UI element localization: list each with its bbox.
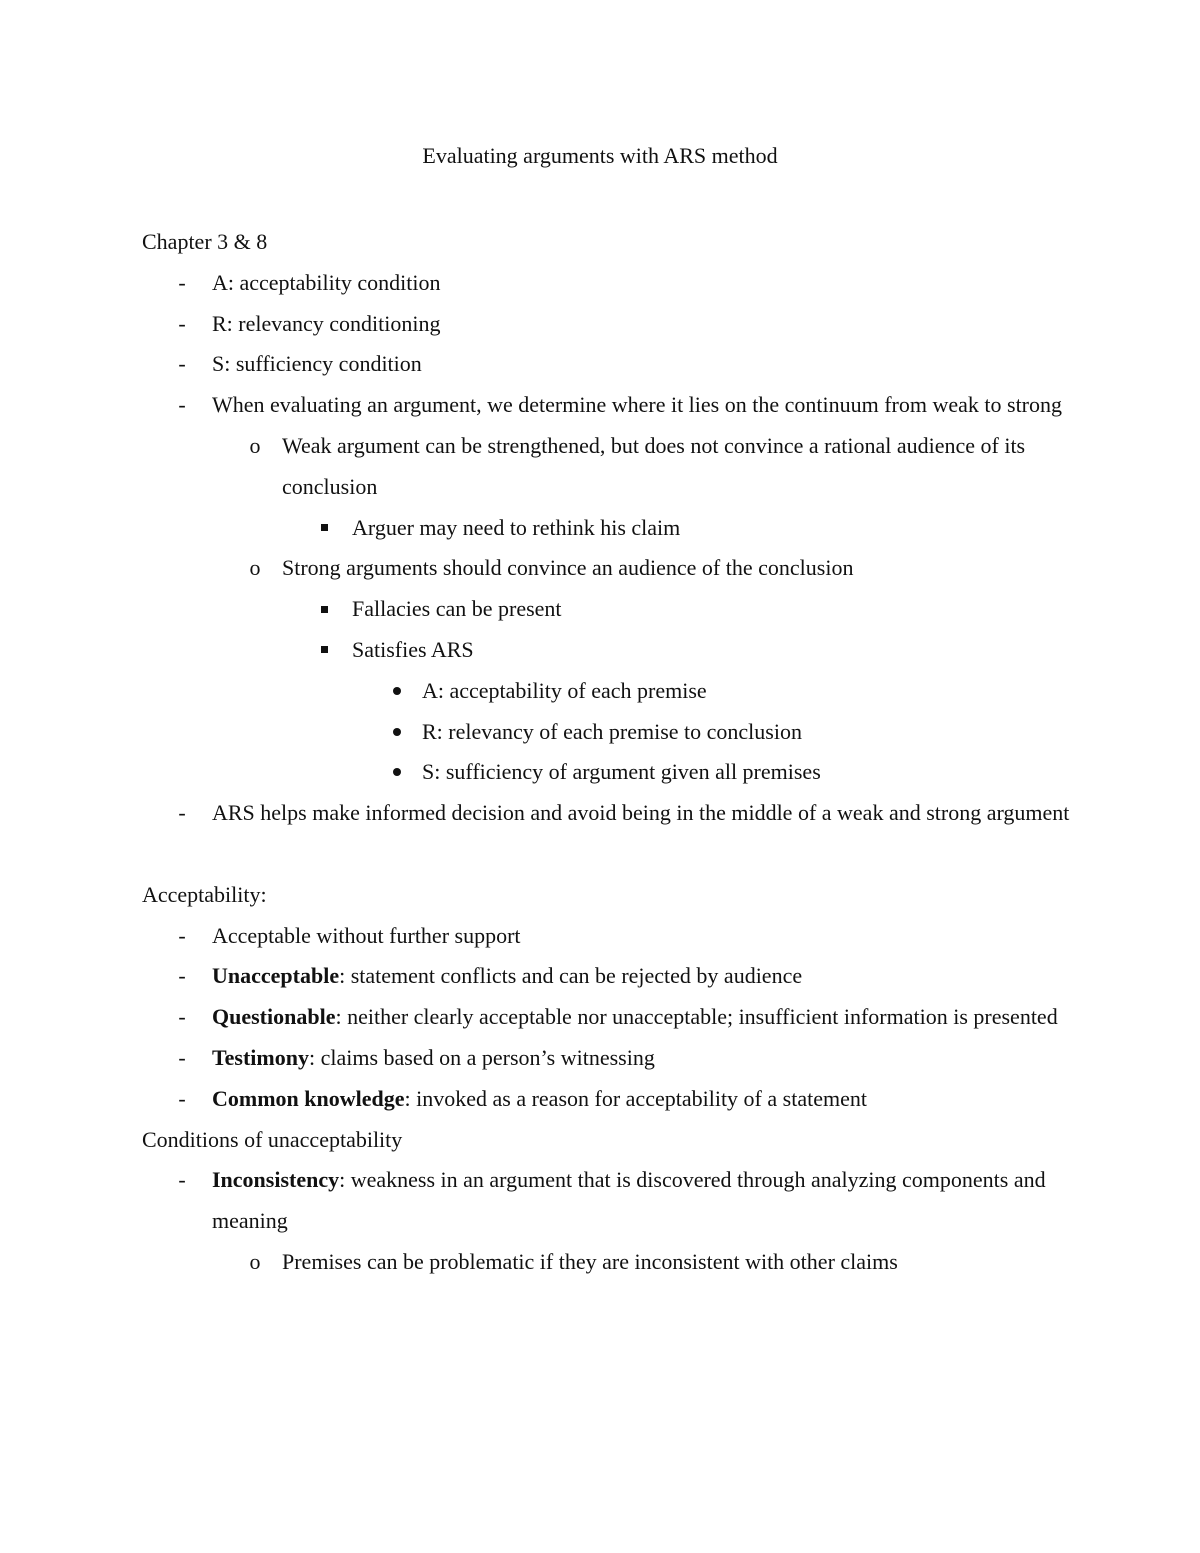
item-text: : statement conflicts and can be rejected by audience (339, 963, 803, 989)
square-bullet-icon (314, 589, 334, 630)
list-item (142, 548, 1082, 589)
item-text: Satisfies ARS (352, 636, 474, 662)
term-common-knowledge: Common knowledge (212, 1085, 405, 1111)
list-item (142, 589, 1082, 630)
list-item (142, 916, 1082, 957)
item-text: A: acceptability condition (212, 269, 441, 295)
item-text: Arguer may need to rethink his claim (352, 514, 681, 540)
dash-marker: - (178, 1085, 186, 1111)
item-text: Strong arguments should convince an audience of the conclusion (282, 555, 854, 581)
item-text: S: sufficiency condition (212, 351, 422, 377)
item-text: A: acceptability of each premise (422, 677, 707, 703)
circle-marker: o (249, 432, 261, 458)
term-inconsistency: Inconsistency (212, 1167, 340, 1193)
document-title: Evaluating arguments with ARS method (422, 143, 778, 168)
list-item (142, 263, 1082, 304)
conditions-heading: Conditions of unacceptability (142, 1126, 403, 1152)
item-text: : neither clearly acceptable nor unacceptable; insufficient information is presented (335, 1004, 1058, 1030)
list-item (142, 1160, 1082, 1242)
item-text: Fallacies can be present (352, 596, 562, 622)
item-text: R: relevancy conditioning (212, 310, 441, 336)
list-item (142, 508, 1082, 549)
list-item (142, 385, 1082, 426)
item-text: R: relevancy of each premise to conclusion (422, 718, 802, 744)
blank-line (142, 834, 1082, 875)
list-item (142, 344, 1082, 385)
list-item (142, 1242, 1082, 1283)
chapter-heading: Chapter 3 & 8 (142, 229, 268, 254)
list-item (142, 752, 1082, 793)
round-bullet-icon (387, 712, 407, 753)
item-text: : claims based on a person’s witnessing (308, 1044, 655, 1070)
acceptability-heading: Acceptability: (142, 881, 267, 907)
list-item (142, 997, 1082, 1038)
round-bullet-icon (387, 752, 407, 793)
list-item (142, 712, 1082, 753)
circle-marker: o (249, 1248, 261, 1274)
item-text: : invoked as a reason for acceptability of a statement (404, 1085, 867, 1111)
circle-marker: o (249, 555, 261, 581)
dash-marker: - (178, 392, 186, 418)
list-item (142, 1038, 1082, 1079)
term-questionable: Questionable (212, 1004, 336, 1030)
list-item (142, 956, 1082, 997)
list-item (142, 1079, 1082, 1120)
dash-marker: - (178, 310, 186, 336)
item-text: Premises can be problematic if they are inconsistent with other claims (282, 1248, 898, 1274)
item-text: Acceptable without further support (212, 922, 521, 948)
item-text: S: sufficiency of argument given all premises (422, 759, 821, 785)
list-item (142, 304, 1082, 345)
item-text: : weakness in an argument that is discovered through analyzing components and meaning (212, 1167, 1046, 1234)
dash-marker: - (178, 351, 186, 377)
square-bullet-icon (314, 630, 334, 671)
list-item (142, 630, 1082, 671)
dash-marker: - (178, 1167, 186, 1193)
dash-marker: - (178, 1044, 186, 1070)
document-body (142, 222, 1082, 1283)
square-bullet-icon (314, 508, 334, 549)
dash-marker: - (178, 1004, 186, 1030)
dash-marker: - (178, 963, 186, 989)
item-text: ARS helps make informed decision and avoid being in the middle of a weak and strong argument (212, 800, 1070, 826)
item-text: When evaluating an argument, we determine where it lies on the continuum from weak to strong (212, 392, 1063, 418)
term-testimony: Testimony (212, 1044, 309, 1070)
list-item (142, 426, 1082, 508)
round-bullet-icon (387, 671, 407, 712)
dash-marker: - (178, 269, 186, 295)
list-item (142, 793, 1082, 834)
term-unacceptable: Unacceptable (212, 963, 340, 989)
dash-marker: - (178, 922, 186, 948)
dash-marker: - (178, 800, 186, 826)
item-text: Weak argument can be strengthened, but does not convince a rational audience of its conclusion (282, 432, 1026, 499)
list-item (142, 671, 1082, 712)
